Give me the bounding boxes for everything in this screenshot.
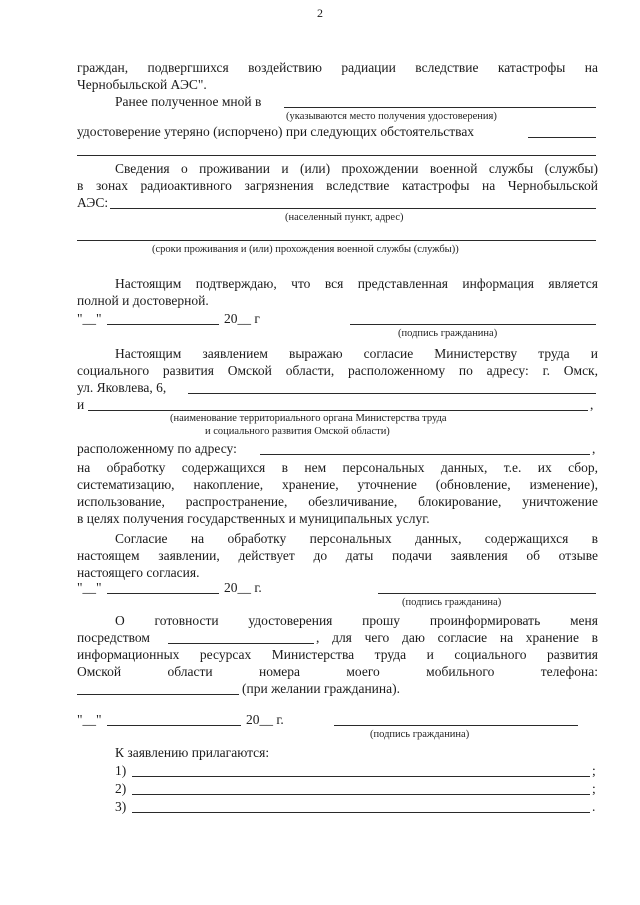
page-number: 2 (317, 6, 323, 20)
confirm-line-1: Настоящим подтверждаю, что вся представленная информация является (115, 276, 598, 291)
attachment-number-3: 3) (115, 799, 127, 814)
confirm-date-month-field[interactable] (107, 324, 219, 325)
consent-valid-3: настоящего согласия. (77, 565, 200, 580)
received-place-field[interactable] (284, 107, 596, 108)
notify-line-2-left: посредством (77, 630, 150, 645)
residence-line-3: АЭС: (77, 195, 109, 210)
confirm-line-2: полной и достоверной. (77, 293, 209, 308)
residence-place-caption: (населенный пункт, адрес) (285, 212, 404, 223)
consent-line-2: социального развития Омской области, расположенному по адресу: г. Омск, (77, 363, 598, 378)
lost-label: удостоверение утеряно (испорчено) при следующих обстоятельствах (77, 124, 475, 139)
attachment-field-1[interactable] (132, 776, 590, 777)
consent-org-caption-1: (наименование территориального органа Министерства труда (170, 413, 447, 424)
confirm-signature-field[interactable] (350, 324, 596, 325)
notify-line-2-right: , для чего даю согласие на хранение в (316, 630, 598, 645)
intro-line-1: граждан, подвергшихся воздействию радиации вследствие катастрофы на (77, 60, 598, 75)
consent-body-2: систематизацию, накопление, хранение, уточнение (обновление, изменение), (77, 477, 598, 492)
residence-place-field[interactable] (110, 208, 596, 209)
attachment-number-2: 2) (115, 781, 127, 796)
lost-circumstances-field[interactable] (528, 137, 596, 138)
consent-valid-2: настоящем заявлении, действует до даты подачи заявления об отзыве (77, 548, 598, 563)
attachments-heading: К заявлению прилагаются: (115, 745, 270, 760)
consent-org-caption-2: и социального развития Омской области) (205, 426, 390, 437)
consent-body-4: в целях получения государственных и муниципальных услуг. (77, 511, 430, 526)
received-place-caption: (указываются место получения удостоверения) (286, 111, 497, 122)
residence-period-caption: (сроки проживания и (или) прохождения военной службы (службы)) (152, 244, 459, 255)
notify-line-1: О готовности удостоверения прошу проинформировать меня (115, 613, 598, 628)
consent-org-field-2[interactable] (88, 410, 588, 411)
consent-and-tail: , (590, 397, 594, 412)
intro-line-2: Чернобыльской АЭС". (77, 77, 207, 92)
lost-circumstances-field-2[interactable] (77, 155, 596, 156)
confirm-date-day: "__" (77, 311, 102, 326)
attachment-end-3: . (592, 799, 596, 814)
attachment-end-2: ; (592, 781, 596, 796)
confirm-date-year: 20__ г (224, 311, 260, 326)
consent-line-3: ул. Яковлева, 6, (77, 380, 167, 395)
notify-phone-field[interactable] (77, 694, 239, 695)
consent-line-1: Настоящим заявлением выражаю согласие Министерству труда и (115, 346, 598, 361)
consent-address-label: расположенному по адресу: (77, 441, 237, 456)
consent-date-year: 20__ г. (224, 580, 262, 595)
residence-line-1: Сведения о проживании и (или) прохождении военной службы (службы) (115, 161, 598, 176)
notify-line-4: Омской области номера моего мобильного телефона: (77, 664, 598, 679)
attachment-end-1: ; (592, 763, 596, 778)
notify-date-day: "__" (77, 712, 102, 727)
consent-signature-caption: (подпись гражданина) (402, 597, 502, 608)
consent-address-field[interactable] (260, 454, 590, 455)
consent-org-field[interactable] (188, 393, 596, 394)
consent-and-label: и (77, 397, 85, 412)
notify-channel-field[interactable] (168, 643, 314, 644)
residence-line-2: в зонах радиоактивного загрязнения вследствие катастрофы на Чернобыльской (77, 178, 598, 193)
attachment-field-3[interactable] (132, 812, 590, 813)
attachment-field-2[interactable] (132, 794, 590, 795)
consent-date-month-field[interactable] (107, 593, 219, 594)
consent-body-3: использование, распространение, обезличивание, блокирование, уничтожение (77, 494, 598, 509)
attachment-number-1: 1) (115, 763, 127, 778)
confirm-signature-caption: (подпись гражданина) (398, 328, 498, 339)
consent-valid-1: Согласие на обработку персональных данных, содержащихся в (115, 531, 598, 546)
notify-line-3: информационных ресурсах Министерства труда и социального развития (77, 647, 598, 662)
received-label: Ранее полученное мной в (115, 94, 262, 109)
notify-signature-field[interactable] (334, 725, 578, 726)
notify-date-month-field[interactable] (107, 725, 241, 726)
consent-signature-field[interactable] (378, 593, 596, 594)
notify-line-5-tail: (при желании гражданина). (242, 681, 400, 696)
notify-signature-caption: (подпись гражданина) (370, 729, 470, 740)
consent-address-tail: , (592, 441, 596, 456)
notify-date-year: 20__ г. (246, 712, 284, 727)
consent-date-day: "__" (77, 580, 102, 595)
consent-body-1: на обработку содержащихся в нем персональных данных, т.е. их сбор, (77, 460, 598, 475)
residence-period-field[interactable] (77, 240, 596, 241)
